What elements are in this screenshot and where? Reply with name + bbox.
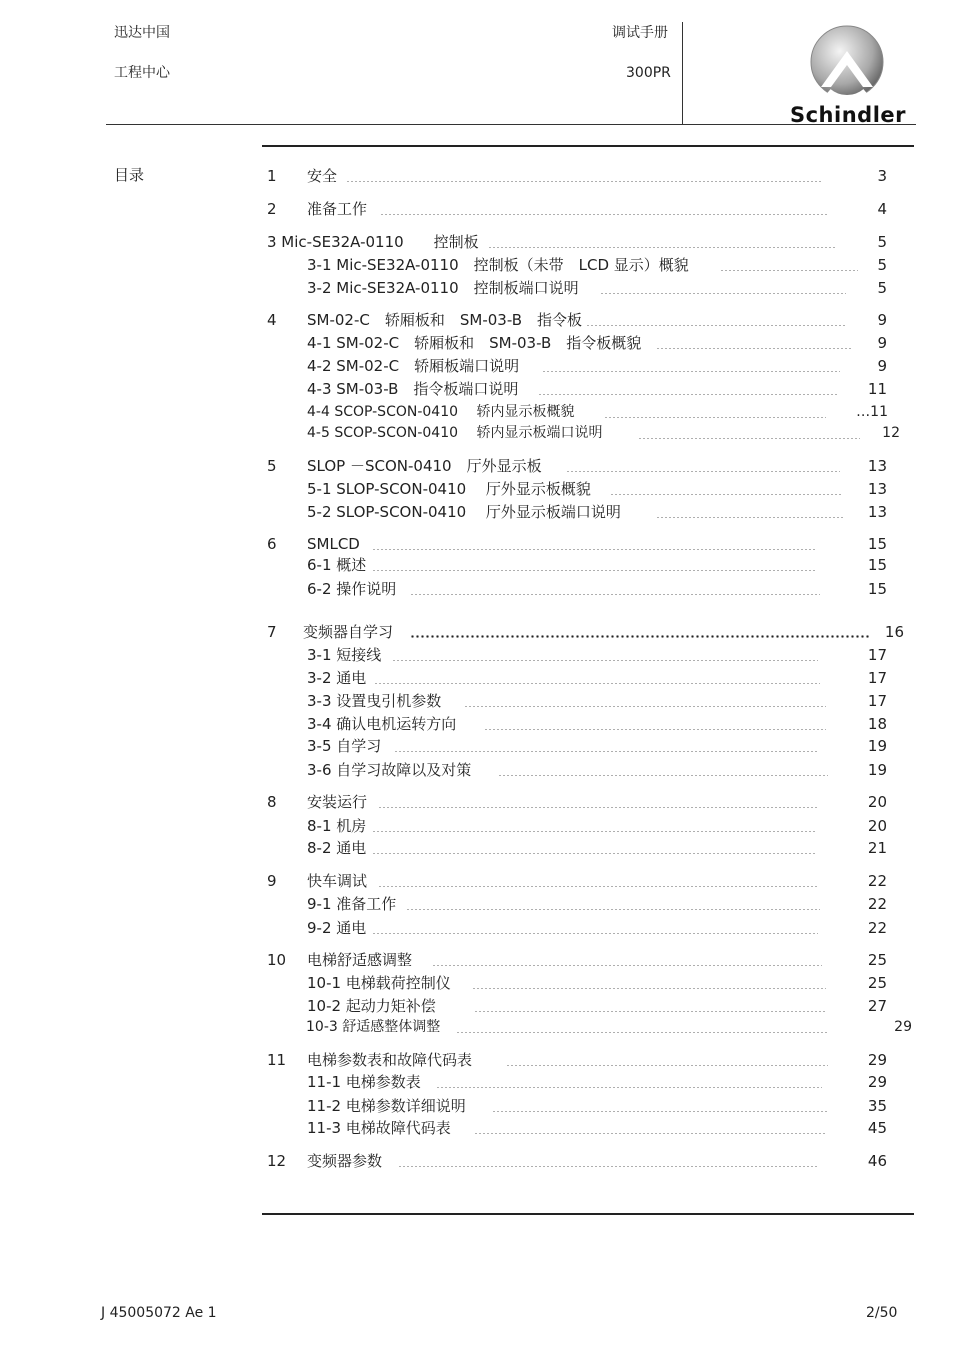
toc-leader-dots xyxy=(600,293,846,294)
toc-entry-title: 3-4 确认电机运转方向 xyxy=(307,715,457,733)
page-number: 2/50 xyxy=(866,1305,898,1321)
toc-leader-dots xyxy=(484,729,826,730)
toc-entry-number: 9 xyxy=(267,872,277,890)
toc-entry-page: 11 xyxy=(867,380,887,398)
toc-entry-title: 3-1 短接线 xyxy=(307,646,382,664)
toc-entry xyxy=(0,1071,956,1093)
toc-leader-dots xyxy=(638,438,860,439)
toc-entry xyxy=(0,578,956,600)
toc-entry-title: 6-1 概述 xyxy=(307,556,367,574)
toc-entry xyxy=(0,949,956,971)
toc-entry xyxy=(0,455,956,477)
toc-entry xyxy=(0,401,956,423)
toc-entry-page: 19 xyxy=(867,737,887,755)
toc-entry-page: 17 xyxy=(867,692,887,710)
toc-entry-title: 5-2 SLOP-SCON-0410 厅外显示板端口说明 xyxy=(307,503,621,521)
document-title: 调试手册 xyxy=(612,25,668,41)
toc-leader-dots xyxy=(372,831,816,832)
toc-entry xyxy=(0,972,956,994)
toc-entry-title: 3-1 Mic-SE32A-0110 控制板（未带 LCD 显示）概貌 xyxy=(307,256,689,274)
toc-entry xyxy=(0,501,956,523)
toc-entry-title: 8-1 机房 xyxy=(307,817,367,835)
toc-leader-dots xyxy=(538,394,838,395)
toc-entry xyxy=(0,837,956,859)
toc-entry-title: 安全 xyxy=(307,167,338,185)
toc-entry-title: 3-2 Mic-SE32A-0110 控制板端口说明 xyxy=(307,279,579,297)
toc-leader-dots xyxy=(586,325,846,326)
toc-entry-page: 46 xyxy=(867,1152,887,1170)
toc-entry xyxy=(0,1150,956,1172)
toc-entry-number: 4 xyxy=(267,311,277,329)
toc-entry-title: 4-5 SCOP-SCON-0410 轿内显示板端口说明 xyxy=(307,425,603,441)
toc-leader-dots xyxy=(372,570,816,571)
toc-entry-title: 11-3 电梯故障代码表 xyxy=(307,1119,451,1137)
toc-entry-page: 22 xyxy=(867,919,887,937)
toc-entry-title: 10-3 舒适感整体调整 xyxy=(306,1019,441,1035)
toc-entry-title: 快车调试 xyxy=(307,872,368,890)
toc-entry xyxy=(0,478,956,500)
toc-leader-dots xyxy=(542,371,840,372)
toc-entry-page: 3 xyxy=(877,167,887,185)
toc-entry-number: 7 xyxy=(267,623,277,641)
toc-entry-page: 27 xyxy=(867,997,887,1015)
toc-entry xyxy=(0,791,956,813)
toc-entry-title: 11-2 电梯参数详细说明 xyxy=(307,1097,466,1115)
toc-leader-dots xyxy=(410,594,820,595)
toc-leader-dots xyxy=(474,1133,826,1134)
toc-leader-dots xyxy=(410,635,870,638)
toc-entry-title: 4-1 SM-02-C 轿厢板和 SM-03-B 指令板概貌 xyxy=(307,334,642,352)
toc-entry-title: 4-3 SM-03-B 指令板端口说明 xyxy=(307,380,519,398)
toc-entry-page: 13 xyxy=(867,503,887,521)
toc-entry xyxy=(0,893,956,915)
toc-entry-title: 4-2 SM-02-C 轿厢板端口说明 xyxy=(307,357,520,375)
toc-leader-dots xyxy=(380,214,828,215)
toc-entry-title: 9-1 准备工作 xyxy=(307,895,397,913)
toc-leader-dots xyxy=(432,965,822,966)
toc-leader-dots xyxy=(392,660,818,661)
toc-entry xyxy=(0,667,956,689)
toc-entry xyxy=(0,165,956,187)
toc-leader-dots xyxy=(720,270,858,271)
toc-entry-page: 35 xyxy=(867,1097,887,1115)
toc-entry-title: 变频器参数 xyxy=(307,1152,383,1170)
document-code: J 45005072 Ae 1 xyxy=(101,1305,217,1321)
toc-entry xyxy=(0,277,956,299)
toc-leader-dots xyxy=(604,417,826,418)
toc-entry-number: 1 xyxy=(267,167,277,185)
toc-entry-number: 12 xyxy=(267,1152,287,1170)
toc-entry-page: 17 xyxy=(867,669,887,687)
toc-leader-dots xyxy=(372,853,816,854)
toc-entry-number: 6 xyxy=(267,535,277,553)
toc-entry-page: 22 xyxy=(867,895,887,913)
toc-entry-title: 10-1 电梯载荷控制仪 xyxy=(307,974,451,992)
toc-leader-dots xyxy=(372,933,818,934)
toc-entry-page: 12 xyxy=(882,425,900,441)
toc-entry-title: 安装运行 xyxy=(307,793,368,811)
toc-entry-title: 6-2 操作说明 xyxy=(307,580,397,598)
toc-leader-dots xyxy=(566,471,840,472)
toc-entry-page: 29 xyxy=(867,1073,887,1091)
toc-leader-dots xyxy=(406,909,820,910)
toc-entry-number: 11 xyxy=(267,1051,287,1069)
toc-entry xyxy=(0,644,956,666)
toc-entry-number: 8 xyxy=(267,793,277,811)
toc-entry xyxy=(0,621,956,643)
toc-entry xyxy=(0,815,956,837)
toc-entry-title: 3-2 通电 xyxy=(307,669,367,687)
toc-leader-dots xyxy=(456,1032,828,1033)
toc-entry-page: 29 xyxy=(894,1019,912,1035)
toc-bottom-rule xyxy=(262,1213,914,1215)
toc-entry-title: SM-02-C 轿厢板和 SM-03-B 指令板 xyxy=(307,311,582,329)
toc-entry-page: 9 xyxy=(877,334,887,352)
toc-heading: 目录 xyxy=(114,166,145,184)
toc-entry xyxy=(0,332,956,354)
toc-entry-title: 5-1 SLOP-SCON-0410 厅外显示板概貌 xyxy=(307,480,591,498)
toc-entry-number: 10 xyxy=(267,951,287,969)
toc-entry-number: 2 xyxy=(267,200,277,218)
toc-entry-title: 准备工作 xyxy=(307,200,368,218)
toc-entry-page: 15 xyxy=(867,556,887,574)
toc-entry-page: 22 xyxy=(867,872,887,890)
toc-entry-page: 25 xyxy=(867,951,887,969)
toc-leader-dots xyxy=(398,1166,818,1167)
toc-entry xyxy=(0,759,956,781)
toc-entry-title: 电梯舒适感调整 xyxy=(307,951,413,969)
toc-leader-dots xyxy=(474,1011,826,1012)
toc-leader-dots xyxy=(506,1065,828,1066)
toc-entry-page: 20 xyxy=(867,793,887,811)
toc-entry-number: 5 xyxy=(267,457,277,475)
toc-entry-title: 3-6 自学习故障以及对策 xyxy=(307,761,472,779)
toc-entry-page: …11 xyxy=(856,404,888,420)
toc-entry-title: SMLCD xyxy=(307,535,360,553)
toc-entry xyxy=(0,422,956,444)
toc-entry-title: 4-4 SCOP-SCON-0410 轿内显示板概貌 xyxy=(307,404,575,420)
toc-leader-dots xyxy=(378,807,818,808)
toc-entry xyxy=(0,690,956,712)
toc-entry-title: 10-2 起动力矩补偿 xyxy=(307,997,436,1015)
toc-entry xyxy=(0,713,956,735)
toc-top-rule xyxy=(262,145,914,147)
toc-entry xyxy=(0,198,956,220)
toc-entry xyxy=(0,254,956,276)
toc-entry xyxy=(0,355,956,377)
toc-entry-page: 9 xyxy=(877,311,887,329)
toc-entry-title: 电梯参数表和故障代码表 xyxy=(307,1051,473,1069)
toc-entry xyxy=(0,378,956,400)
toc-entry-title: 9-2 通电 xyxy=(307,919,367,937)
toc-entry-page: 15 xyxy=(867,580,887,598)
toc-entry xyxy=(0,554,956,576)
toc-entry-title: 3-5 自学习 xyxy=(307,737,382,755)
toc-entry-page: 17 xyxy=(867,646,887,664)
toc-entry-page: 9 xyxy=(877,357,887,375)
toc-entry-page: 21 xyxy=(867,839,887,857)
toc-entry-title: 11-1 电梯参数表 xyxy=(307,1073,421,1091)
department-name: 工程中心 xyxy=(114,65,170,81)
toc-entry xyxy=(0,735,956,757)
company-name: 迅达中国 xyxy=(114,25,170,41)
toc-entry-title: 3-3 设置曳引机参数 xyxy=(307,692,442,710)
toc-entry-page: 13 xyxy=(867,480,887,498)
toc-entry-page: 18 xyxy=(867,715,887,733)
toc-entry-page: 13 xyxy=(867,457,887,475)
toc-entry-page: 16 xyxy=(884,623,904,641)
document-model: 300PR xyxy=(626,65,671,81)
toc-leader-dots xyxy=(372,549,816,550)
toc-entry-page: 20 xyxy=(867,817,887,835)
toc-entry xyxy=(0,995,956,1017)
toc-leader-dots xyxy=(374,683,820,684)
toc-leader-dots xyxy=(472,988,826,989)
toc-leader-dots xyxy=(436,1087,822,1088)
toc-entry xyxy=(0,1117,956,1139)
toc-entry-page: 25 xyxy=(867,974,887,992)
schindler-logo xyxy=(787,25,909,127)
logo-emblem-icon xyxy=(787,25,909,105)
toc-entry-title: SLOP －SCON-0410 厅外显示板 xyxy=(307,457,542,475)
toc-entry-title: 3 Mic-SE32A-0110 控制板 xyxy=(267,233,479,251)
toc-leader-dots xyxy=(610,494,842,495)
toc-leader-dots xyxy=(488,247,836,248)
toc-leader-dots xyxy=(378,886,818,887)
toc-entry xyxy=(0,1049,956,1071)
toc-entry xyxy=(0,1095,956,1117)
toc-leader-dots xyxy=(656,348,852,349)
toc-leader-dots xyxy=(346,181,822,182)
header-vertical-divider xyxy=(682,22,683,125)
toc-leader-dots xyxy=(394,751,818,752)
toc-entry xyxy=(0,870,956,892)
toc-entry xyxy=(0,917,956,939)
toc-entry-page: 5 xyxy=(877,233,887,251)
toc-entry-page: 15 xyxy=(867,535,887,553)
toc-leader-dots xyxy=(498,775,828,776)
toc-entry-page: 19 xyxy=(867,761,887,779)
toc-entry-title: 8-2 通电 xyxy=(307,839,367,857)
toc-entry-title: 变频器自学习 xyxy=(303,623,394,641)
toc-entry xyxy=(0,533,956,555)
toc-entry-page: 29 xyxy=(867,1051,887,1069)
logo-wordmark: Schindler xyxy=(789,103,906,127)
toc-entry-page: 5 xyxy=(877,256,887,274)
toc-leader-dots xyxy=(464,706,826,707)
toc-entry xyxy=(0,309,956,331)
toc-entry-page: 5 xyxy=(877,279,887,297)
toc-entry-page: 45 xyxy=(867,1119,887,1137)
toc-entry-page: 4 xyxy=(877,200,887,218)
toc-leader-dots xyxy=(656,517,844,518)
toc-entry xyxy=(0,231,956,253)
toc-leader-dots xyxy=(492,1111,828,1112)
toc-entry xyxy=(0,1016,956,1038)
